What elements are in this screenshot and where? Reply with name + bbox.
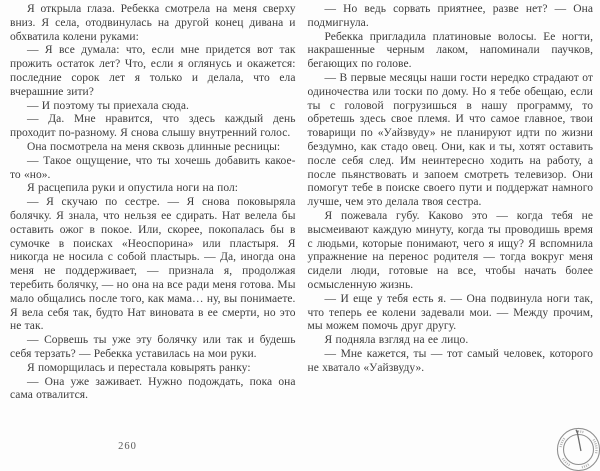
paragraph: — Такое ощущение, что ты хочешь добавить какое-то «но». [10,154,296,181]
right-page [308,3,594,403]
paragraph: Я открыла глаза. Ребекка смотрела на меня сверху вниз. Я села, отодвинулась на другой конец дивана и обхватила колени руками: [10,3,296,43]
paragraph: Я расцепила руки и опустила ноги на пол: [27,182,239,195]
paragraph: — И поэтому ты приехала сюда. [27,99,189,112]
paragraph: — Я все думала: что, если мне придется вот так прожить остаток лет? Что, если я оглянусь и окажется: последние сорок лет я только и делала, что ела вчерашние зити? [10,44,296,98]
paragraph: Я поморщилась и перестала ковырять ранку: [27,361,251,374]
paragraph: Она посмотрела на меня сквозь длинные ресницы: [27,140,281,153]
paragraph: Ребекка пригладила платиновые волосы. Ее ногти, накрашенные черным лаком, напоминали паучков, бегающих по голове. [307,30,593,71]
paragraph: — Сорвешь ты уже эту болячку или так и будешь себя терзать? — Ребекка уставилась на мои руки. [10,334,296,360]
page-number: 260 [118,441,137,452]
paragraph: Я пожевала губу. Каково это — когда тебя не высмеивают каждую минуту, когда ты проводишь время с людьми, которые понимают, чего я ищу? Я вспомнила упражнение на перенос родителя — тогда вокруг меня сидели люди, готовые на все, чтобы начать более осмысленную жизнь. [307,209,593,291]
paragraph: — Она уже заживает. Нужно подождать, пока она сама отвалится. [10,375,296,402]
watermark-stamp-icon [555,426,600,471]
paragraph: — Я скучаю по сестре. — Я снова поковыряла болячку. Я знала, что нельзя ее сдирать. Нат велела бы оставить ожог в покое. Или, скорее, покопалась бы в сумочке в поисках «Неоспорина» или пластыря. Я никогда не носила с собой пластырь. — Да, иногда она меня не поддерживает, — признала я, продолжая теребить болячку, — но она на все ради меня готова. Мы мало общались после того, как мама… ну, вы понимаете. Я вела себя так, будто Нат виновата в ее смерти, но это не так. [10,196,296,333]
left-page [10,3,296,403]
paragraph: — В первые месяцы наши гости нередко страдают от одиночества или тоски по дому. Но я тебе обещаю, если ты с головой погрузишься в нашу программу, то обретешь здесь свое племя. И что самое главное, твои товарищи по «Уайзвуду» не планируют идти по жизни бездумно, как стадо овец. Они, как и ты, хотят оставить после себя след. Им неинтересно ходить на работу, а после пьянствовать и запоем смотреть телевизор. Они помогут тебе в поиске своего пути и поддержат намного лучше, чем это делала твоя сестра. [307,71,593,209]
paragraph: — Да. Мне нравится, что здесь каждый день проходит по-разному. Я снова слышу внутренний голос. [10,113,296,140]
paragraph: — Мне кажется, ты — тот самый человек, которого не хватало «Уайзвуду». [307,347,593,374]
paragraph: — И еще у тебя есть я. — Она подвинула ноги так, что теперь ее колени задевали мои. — Между прочим, мы можем помочь друг другу. [307,292,593,333]
paragraph: Я подняла взгляд на ее лицо. [324,334,469,347]
paragraph: — Но ведь сорвать приятнее, разве нет? — Она подмигнула. [307,3,593,29]
